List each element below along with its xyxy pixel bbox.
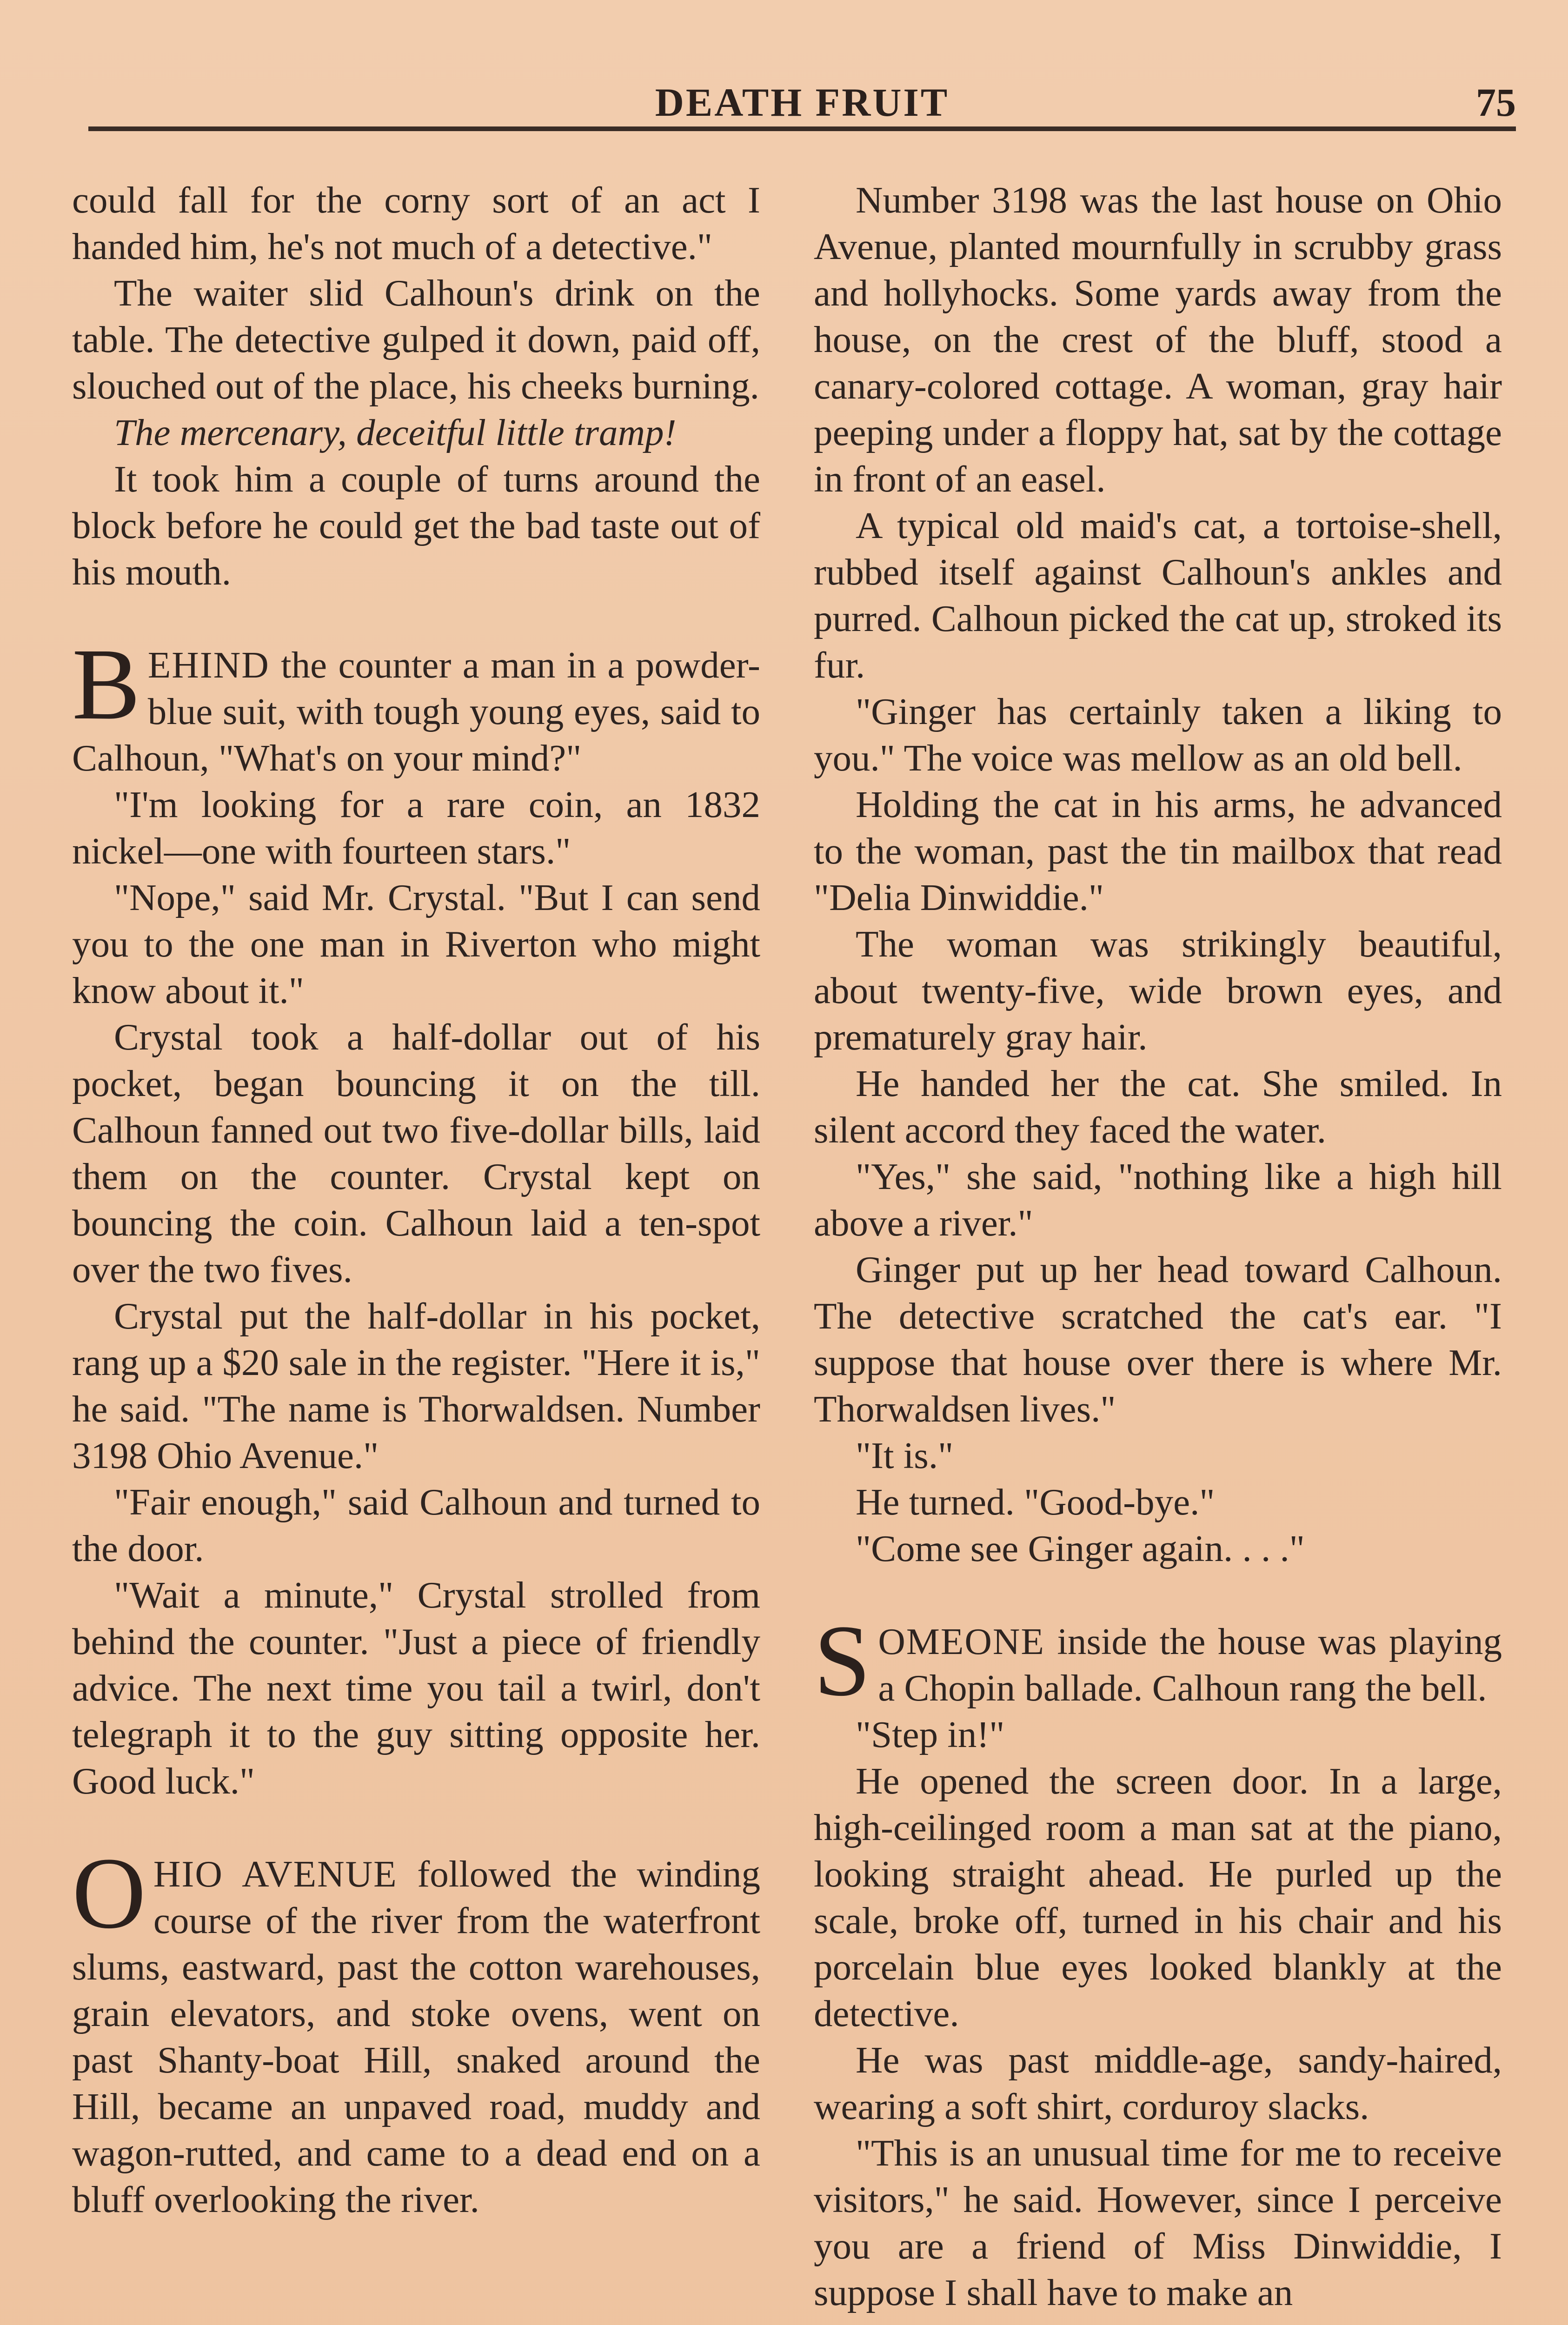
paragraph: He opened the screen door. In a large, high-ceilinged room a man sat at the piano, looking straight ahead. He purled up the scale, broke off, turned in his chair and his porcelain blue eyes looked blankly at the detective. <box>814 1760 1502 2034</box>
section-opening-paragraph <box>72 627 760 781</box>
italic-thought: The mercenary, deceitful little tramp! <box>114 412 677 453</box>
paragraph: "This is an unusual time for me to receive visitors," he said. However, since I perceive you are a friend of Miss Dinwiddie, I suppose I shall have to make an <box>814 2132 1502 2313</box>
running-title: DEATH FRUIT <box>655 80 950 125</box>
paragraph: Crystal put the half-dollar in his pocket, rang up a $20 sale in the register. "Here it is," he said. "The name is Thorwaldsen. Number 3198 Ohio Avenue." <box>72 1295 760 1476</box>
paragraph: "Wait a minute," Crystal strolled from behind the counter. "Just a piece of friendly advice. The next time you tail a twirl, don't telegraph it to the guy sitting opposite her. Good luck." <box>72 1574 760 1802</box>
page-number: 75 <box>1476 80 1516 125</box>
paragraph: He was past middle-age, sandy-haired, wearing a soft shirt, corduroy slacks. <box>814 2039 1502 2127</box>
paragraph: Ginger put up her head toward Calhoun. The detective scratched the cat's ear. "I suppose that house over there is where Mr. Thorwaldsen lives." <box>814 1249 1502 1430</box>
drop-cap: S <box>814 1604 871 1717</box>
paragraph: "I'm looking for a rare coin, an 1832 nickel—one with fourteen stars." <box>72 784 760 872</box>
small-caps-lead: HIO AVENUE <box>153 1853 398 1895</box>
paragraph: A typical old maid's cat, a tortoise-shell, rubbed itself against Calhoun's ankles and purred. Calhoun picked the cat up, stroked its fur. <box>814 505 1502 686</box>
paragraph: "Nope," said Mr. Crystal. "But I can send you to the one man in Riverton who might know about it." <box>72 877 760 1011</box>
paragraph: Holding the cat in his arms, he advanced to the woman, past the tin mailbox that read "Delia Dinwiddie." <box>814 784 1502 918</box>
drop-cap: B <box>72 627 140 741</box>
small-caps-lead: EHIND <box>147 644 270 686</box>
paragraph: "It is." <box>856 1435 954 1476</box>
section-opening-paragraph <box>814 1604 1502 1717</box>
paragraph: Number 3198 was the last house on Ohio Avenue, planted mournfully in scrubby grass and hollyhocks. Some yards away from the house, on the crest of the bluff, stood a canary-colored cottage. A woman, gray hair peeping under a floppy hat, sat by the cottage in front of an easel. <box>814 179 1502 500</box>
paragraph: "Step in!" <box>856 1714 1005 1755</box>
left-column <box>72 177 760 2223</box>
paragraph: He turned. "Good-bye." <box>856 1481 1215 1523</box>
header-rule <box>88 126 1516 131</box>
small-caps-lead: OMEONE <box>878 1621 1045 1662</box>
paragraph: He handed her the cat. She smiled. In silent accord they faced the water. <box>814 1063 1502 1151</box>
paragraph: "Come see Ginger again. . . ." <box>856 1528 1305 1569</box>
paragraph: It took him a couple of turns around the block before he could get the bad taste out of his mouth. <box>72 458 760 593</box>
paragraph: The woman was strikingly beautiful, about twenty-five, wide brown eyes, and prematurely gray hair. <box>814 923 1502 1058</box>
paragraph: "Ginger has certainly taken a liking to you." The voice was mellow as an old bell. <box>814 691 1502 779</box>
running-header <box>88 70 1516 126</box>
section-text: inside the house was playing a Chopin ballade. Calhoun rang the bell. <box>878 1621 1502 1709</box>
paragraph: Crystal took a half-dollar out of his pocket, began bouncing it on the till. Calhoun fanned out two five-dollar bills, laid them on the counter. Crystal kept on bouncing the coin. Calhoun laid a ten-spot over the two fives. <box>72 1016 760 1290</box>
drop-cap: O <box>72 1836 146 1950</box>
section-opening-paragraph <box>72 1836 761 2223</box>
paragraph: The waiter slid Calhoun's drink on the table. The detective gulped it down, paid off, slouched out of the place, his cheeks burning. <box>72 272 760 407</box>
right-column <box>814 177 1502 2316</box>
paragraph: could fall for the corny sort of an act I handed him, he's not much of a detective." <box>72 179 760 267</box>
paragraph: "Fair enough," said Calhoun and turned to the door. <box>72 1481 760 1569</box>
paragraph: "Yes," she said, "nothing like a high hill above a river." <box>814 1156 1502 1244</box>
section-text: followed the winding course of the river from the waterfront slums, eastward, past the cotton warehouses, grain elevators, and stoke ovens, went on past Shanty-boat Hill, snaked around the Hill, became an unpaved road, muddy and wagon-rutted, and came to a dead end on a bluff overlooking the river. <box>72 1853 761 2220</box>
section-text: the counter a man in a powder-blue suit, with tough young eyes, said to Calhoun, "What's on your mind?" <box>72 644 760 779</box>
